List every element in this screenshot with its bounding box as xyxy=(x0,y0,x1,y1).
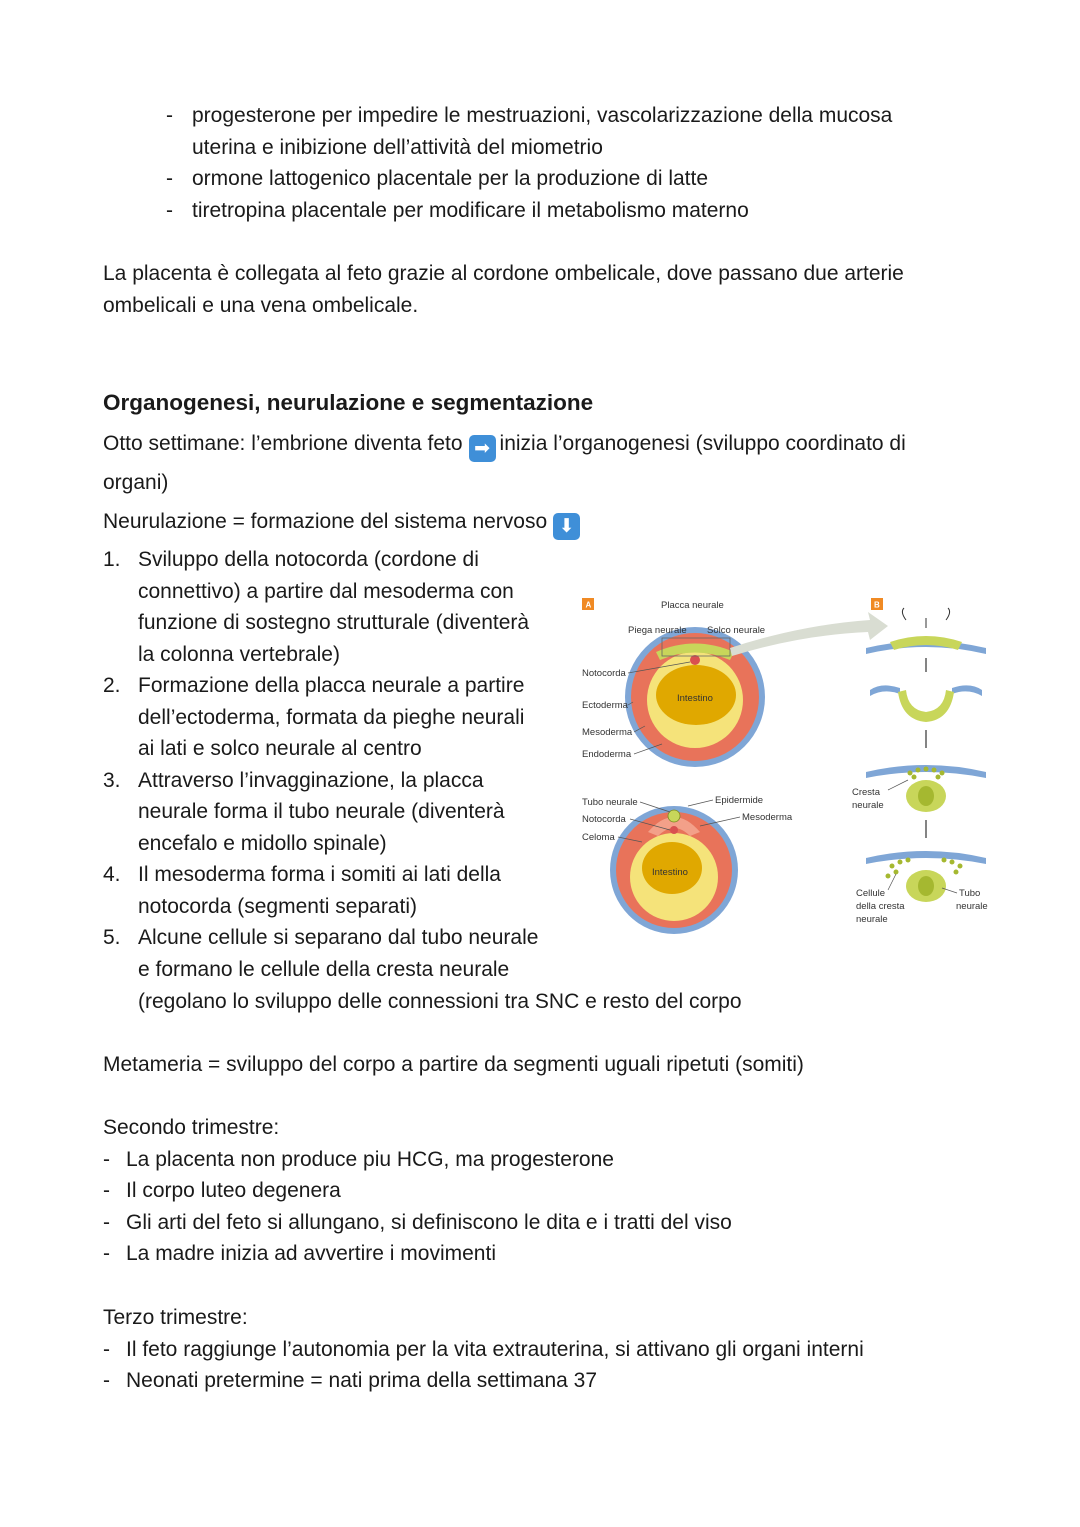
step-number: 3. xyxy=(103,769,121,792)
step-line: neurale forma il tubo neurale (diventerà xyxy=(138,800,505,823)
intro-line xyxy=(103,428,906,462)
neurulation-definition xyxy=(103,506,584,540)
step-line: (regolano lo sviluppo delle connessioni tra SNC e resto del corpo xyxy=(138,990,742,1013)
label-mesoderma: Mesoderma xyxy=(582,727,633,738)
bullet-dash: - xyxy=(166,167,173,190)
neurulation-figure xyxy=(570,590,1000,940)
label-tubo-neurale-b-2: neurale xyxy=(956,901,988,912)
panel-b-badge-text: B xyxy=(874,600,880,610)
label-solco-neurale: Solco neurale xyxy=(707,625,766,636)
label-epidermide: Epidermide xyxy=(715,795,764,806)
list-item: La placenta non produce piu HCG, ma progesterone xyxy=(126,1148,614,1171)
definition-text: Neurulazione = formazione del sistema nervoso xyxy=(103,510,548,533)
bullet-dash: - xyxy=(166,104,173,127)
intro-text: inizia l’organogenesi (sviluppo coordinato di xyxy=(499,432,906,455)
bullet-text: progesterone per impedire le mestruazioni, vascolarizzazione della mucosa xyxy=(192,104,893,127)
label-ectoderma: Ectoderma xyxy=(582,700,628,711)
step-line: connettivo) a partire dal mesoderma con xyxy=(138,580,514,603)
list-item: La madre inizia ad avvertire i movimenti xyxy=(126,1242,496,1265)
paragraph-line: La placenta è collegata al feto grazie al cordone ombelicale, dove passano due arterie xyxy=(103,262,904,285)
bullet-dash: - xyxy=(103,1369,110,1392)
section-heading: Organogenesi, neurulazione e segmentazione xyxy=(103,390,594,415)
step-number: 1. xyxy=(103,548,121,571)
bullet-dash: - xyxy=(103,1211,110,1234)
step-line: Formazione della placca neurale a partire xyxy=(138,674,525,697)
step-line: funzione di sostegno strutturale (diventerà xyxy=(138,611,530,634)
label-tubo-neurale: Tubo neurale xyxy=(582,797,638,808)
bullet-dash: - xyxy=(103,1242,110,1265)
paragraph-line: ombelicali e una vena ombelicale. xyxy=(103,294,419,317)
label-mesoderma-2: Mesoderma xyxy=(742,812,793,823)
label-cresta-neurale-2: neurale xyxy=(852,800,884,811)
intro-line: organi) xyxy=(103,471,169,494)
metameria-definition: Metameria = sviluppo del corpo a partire da segmenti uguali ripetuti (somiti) xyxy=(103,1053,804,1076)
list-item: Il feto raggiunge l’autonomia per la vita extrauterina, si attivano gli organi interni xyxy=(126,1338,864,1361)
down-arrow-emoji-icon: ⬇ xyxy=(553,513,580,540)
step-line: Attraverso l’invagginazione, la placca xyxy=(138,769,484,792)
bullet-dash: - xyxy=(103,1338,110,1361)
label-intestino: Intestino xyxy=(677,693,713,704)
step-line: ai lati e solco neurale al centro xyxy=(138,737,422,760)
step-line: la colonna vertebrale) xyxy=(138,643,340,666)
list-item: Neonati pretermine = nati prima della settimana 37 xyxy=(126,1369,598,1392)
second-trimester-title: Secondo trimestre: xyxy=(103,1116,280,1139)
label-placca-neurale: Placca neurale xyxy=(661,600,724,611)
step-number: 2. xyxy=(103,674,121,697)
label-cellule-cresta-3: neurale xyxy=(856,914,888,925)
neural-tube-stages xyxy=(866,608,986,902)
step-number: 4. xyxy=(103,863,121,886)
step-line: Alcune cellule si separano dal tubo neurale xyxy=(138,926,539,949)
step-line: dell’ectoderma, formata da pieghe neurali xyxy=(138,706,525,729)
label-notocorda-2: Notocorda xyxy=(582,814,626,825)
label-cresta-neurale-1: Cresta xyxy=(852,787,880,798)
list-item: Gli arti del feto si allungano, si definiscono le dita e i tratti del viso xyxy=(126,1211,732,1234)
bullet-dash: - xyxy=(103,1179,110,1202)
step-line: notocorda (segmenti separati) xyxy=(138,895,417,918)
step-line: Sviluppo della notocorda (cordone di xyxy=(138,548,479,571)
step-line: Il mesoderma forma i somiti ai lati della xyxy=(138,863,501,886)
bullet-text: uterina e inibizione dell’attività del miometrio xyxy=(192,136,603,159)
panel-a-badge-text: A xyxy=(585,600,592,610)
right-arrow-emoji-icon: ➡ xyxy=(469,435,496,462)
bullet-dash: - xyxy=(166,199,173,222)
label-tubo-neurale-b-1: Tubo xyxy=(959,888,981,899)
label-notocorda: Notocorda xyxy=(582,668,626,679)
bullet-dash: - xyxy=(103,1148,110,1171)
label-cellule-cresta-2: della cresta xyxy=(856,901,905,912)
label-endoderma: Endoderma xyxy=(582,749,632,760)
label-intestino-2: Intestino xyxy=(652,867,688,878)
third-trimester-title: Terzo trimestre: xyxy=(103,1306,248,1329)
list-item: Il corpo luteo degenera xyxy=(126,1179,341,1202)
step-number: 5. xyxy=(103,926,121,949)
bullet-text: ormone lattogenico placentale per la produzione di latte xyxy=(192,167,709,190)
label-cellule-cresta-1: Cellule xyxy=(856,888,886,899)
step-line: encefalo e midollo spinale) xyxy=(138,832,387,855)
intro-text: Otto settimane: l’embrione diventa feto xyxy=(103,432,463,455)
label-piega-neurale: Piega neurale xyxy=(628,625,687,636)
label-celoma: Celoma xyxy=(582,832,615,843)
step-line: e formano le cellule della cresta neurale xyxy=(138,958,510,981)
bullet-text: tiretropina placentale per modificare il metabolismo materno xyxy=(192,199,749,222)
